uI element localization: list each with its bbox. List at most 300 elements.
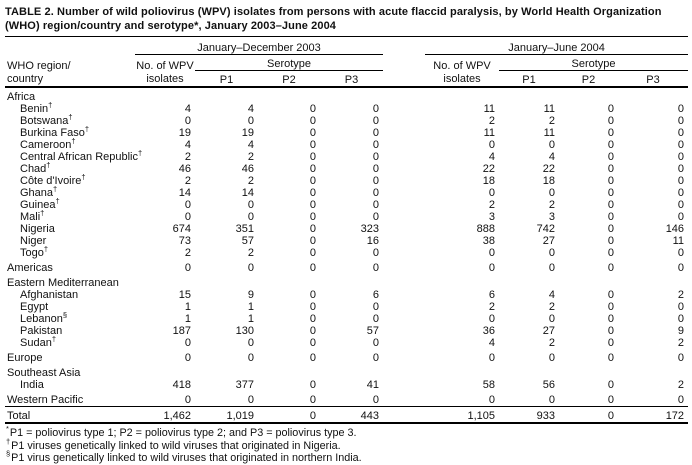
subheader-row xyxy=(5,55,688,71)
section-row xyxy=(5,391,688,407)
value-cell xyxy=(425,87,499,103)
isolates-header-2003-line1: No. of WPV xyxy=(136,60,194,72)
value-cell: 0 xyxy=(247,262,254,274)
value-cell: 11 xyxy=(483,103,496,115)
value-cell: 0 xyxy=(677,127,685,139)
country-row xyxy=(5,163,688,175)
value-cell: 4 xyxy=(488,337,496,349)
value-cell: 2 xyxy=(548,115,556,127)
column-gap xyxy=(383,247,425,259)
value-cell: 0 xyxy=(184,211,191,223)
table-header xyxy=(5,37,688,87)
row-label: Afghanistan xyxy=(20,289,79,301)
value-cell: 0 xyxy=(548,394,556,406)
footnote-marker: § xyxy=(62,310,67,320)
country-row xyxy=(5,247,688,259)
row-header-line2: country xyxy=(7,73,44,85)
section-row xyxy=(5,349,688,364)
section-row xyxy=(5,364,688,379)
column-gap xyxy=(383,235,425,247)
value-cell: 0 xyxy=(372,175,380,187)
value-cell: 41 xyxy=(366,379,380,391)
column-gap xyxy=(383,259,425,274)
value-cell: 0 xyxy=(309,199,316,211)
value-cell: 0 xyxy=(607,325,615,337)
value-cell xyxy=(618,274,688,289)
value-cell xyxy=(320,274,383,289)
value-cell: 0 xyxy=(184,352,191,364)
row-label: Central African Republic† xyxy=(20,148,143,163)
value-cell: 130 xyxy=(235,325,254,337)
value-cell: 2 xyxy=(548,199,556,211)
value-cell: 4 xyxy=(247,103,254,115)
value-cell: 2 xyxy=(184,151,191,163)
column-gap xyxy=(383,301,425,313)
value-cell: 46 xyxy=(178,163,191,175)
column-gap xyxy=(383,87,425,103)
country-row xyxy=(5,313,688,325)
value-cell: 36 xyxy=(482,325,496,337)
value-cell xyxy=(499,274,559,289)
value-cell xyxy=(320,364,383,379)
value-cell: 0 xyxy=(247,394,254,406)
country-row xyxy=(5,337,688,349)
value-cell: 0 xyxy=(309,313,316,325)
value-cell: 14 xyxy=(178,187,191,199)
value-cell: 0 xyxy=(372,394,380,406)
value-cell: 2 xyxy=(184,247,191,259)
value-cell: 57 xyxy=(241,235,254,247)
value-cell: 443 xyxy=(320,407,383,424)
value-cell: 18 xyxy=(482,175,496,187)
value-cell: 11 xyxy=(672,235,685,247)
value-cell: 0 xyxy=(677,139,685,151)
value-cell: 0 xyxy=(372,163,380,175)
value-cell xyxy=(425,274,499,289)
value-cell: 0 xyxy=(607,199,615,211)
value-cell: 0 xyxy=(677,211,685,223)
value-cell: 0 xyxy=(372,301,380,313)
row-label: Mali† xyxy=(20,208,45,223)
value-cell: 0 xyxy=(488,139,496,151)
value-cell: 56 xyxy=(542,379,556,391)
value-cell: 2 xyxy=(677,337,685,349)
value-cell: 1,462 xyxy=(135,407,195,424)
footnote-marker: † xyxy=(51,334,56,344)
wpv-isolates-table xyxy=(5,37,688,424)
country-row xyxy=(5,301,688,313)
value-cell xyxy=(135,274,195,289)
row-label: Benin† xyxy=(20,100,53,115)
row-label: Total xyxy=(5,407,135,424)
value-cell: 0 xyxy=(309,301,316,313)
value-cell: 0 xyxy=(247,115,254,127)
value-cell: 0 xyxy=(184,262,191,274)
p1-header-2003: P1 xyxy=(195,71,258,88)
value-cell: 6 xyxy=(372,289,380,301)
value-cell: 0 xyxy=(607,115,615,127)
value-cell: 0 xyxy=(607,139,615,151)
footnote-marker: † xyxy=(43,244,49,254)
column-gap xyxy=(383,223,425,235)
country-row xyxy=(5,223,688,235)
value-cell: 0 xyxy=(184,115,191,127)
value-cell: 16 xyxy=(366,235,380,247)
table-title: TABLE 2. Number of wild poliovirus (WPV) isolates from persons with acute flaccid paralysis, by World Health Organization (WHO) region/country and serotype*, January 2003–June 2004 xyxy=(5,5,688,37)
column-gap xyxy=(383,151,425,163)
value-cell: 0 xyxy=(309,223,316,235)
column-gap xyxy=(383,391,425,407)
value-cell: 0 xyxy=(309,187,316,199)
value-cell: 0 xyxy=(677,352,685,364)
value-cell: 0 xyxy=(677,199,685,211)
footnote-marker: † xyxy=(40,208,45,218)
footnote-marker: † xyxy=(55,196,60,206)
group-header-row xyxy=(5,37,688,55)
section-row xyxy=(5,87,688,103)
value-cell: 0 xyxy=(548,139,556,151)
value-cell: 0 xyxy=(309,103,316,115)
value-cell: 0 xyxy=(372,352,380,364)
value-cell xyxy=(618,364,688,379)
column-gap xyxy=(383,313,425,325)
value-cell: 27 xyxy=(542,235,556,247)
footnote: *P1 = poliovirus type 1; P2 = poliovirus type 2; and P3 = poliovirus type 3. xyxy=(6,424,357,439)
value-cell: 146 xyxy=(665,223,685,235)
value-cell: 0 xyxy=(372,211,380,223)
row-label: Niger xyxy=(20,235,47,247)
value-cell: 0 xyxy=(309,115,316,127)
footnote-marker: † xyxy=(84,124,89,134)
value-cell: 0 xyxy=(607,163,615,175)
value-cell: 1 xyxy=(184,313,191,325)
value-cell: 0 xyxy=(607,379,615,391)
row-label: Eastern Mediterranean xyxy=(7,277,119,289)
country-row xyxy=(5,235,688,247)
value-cell: 0 xyxy=(677,262,685,274)
footnote-marker: * xyxy=(6,424,9,434)
value-cell xyxy=(320,87,383,103)
value-cell: 1 xyxy=(184,301,191,313)
value-cell: 4 xyxy=(488,151,496,163)
value-cell: 0 xyxy=(184,394,191,406)
value-cell xyxy=(618,87,688,103)
column-gap xyxy=(383,127,425,139)
value-cell: 0 xyxy=(607,175,615,187)
column-gap xyxy=(383,274,425,289)
value-cell: 0 xyxy=(548,247,556,259)
country-row xyxy=(5,175,688,187)
column-gap xyxy=(383,175,425,187)
p3-header-2003: P3 xyxy=(320,71,383,88)
value-cell: 0 xyxy=(548,352,556,364)
value-cell: 11 xyxy=(543,127,556,139)
footnote-marker: § xyxy=(6,449,11,459)
column-gap xyxy=(383,199,425,211)
value-cell: 1 xyxy=(247,313,254,325)
value-cell xyxy=(559,274,618,289)
value-cell: 0 xyxy=(607,247,615,259)
value-cell: 2 xyxy=(184,175,191,187)
value-cell: 27 xyxy=(542,325,556,337)
value-cell: 0 xyxy=(372,199,380,211)
value-cell: 0 xyxy=(309,379,316,391)
column-gap xyxy=(383,103,425,115)
footnotes xyxy=(5,424,688,465)
value-cell: 0 xyxy=(607,151,615,163)
footnote-marker: † xyxy=(46,160,51,170)
country-row xyxy=(5,187,688,199)
value-cell: 172 xyxy=(618,407,688,424)
value-cell: 0 xyxy=(677,175,685,187)
value-cell: 0 xyxy=(607,235,615,247)
isolates-header-2003 xyxy=(135,55,195,88)
value-cell: 377 xyxy=(235,379,254,391)
value-cell: 0 xyxy=(607,394,615,406)
country-row xyxy=(5,379,688,391)
value-cell: 888 xyxy=(476,223,496,235)
value-cell: 0 xyxy=(488,262,496,274)
value-cell: 22 xyxy=(542,163,556,175)
value-cell: 2 xyxy=(488,115,496,127)
value-cell: 22 xyxy=(482,163,496,175)
value-cell: 0 xyxy=(677,163,685,175)
row-label: Cameroon† xyxy=(20,136,76,151)
value-cell xyxy=(195,364,258,379)
country-row xyxy=(5,199,688,211)
value-cell: 187 xyxy=(172,325,191,337)
value-cell: 2 xyxy=(247,175,254,187)
value-cell xyxy=(559,364,618,379)
p2-header-2004: P2 xyxy=(559,71,618,88)
value-cell: 2 xyxy=(247,151,254,163)
value-cell: 0 xyxy=(372,313,380,325)
column-gap xyxy=(383,289,425,301)
column-gap xyxy=(383,349,425,364)
country-row xyxy=(5,289,688,301)
row-label: Nigeria xyxy=(20,223,55,235)
country-row xyxy=(5,139,688,151)
value-cell: 0 xyxy=(548,313,556,325)
value-cell: 9 xyxy=(677,325,685,337)
row-label: Africa xyxy=(7,91,36,103)
column-gap xyxy=(383,407,425,424)
value-cell: 0 xyxy=(309,235,316,247)
country-row xyxy=(5,151,688,163)
footnote-marker: † xyxy=(53,184,58,194)
value-cell: 0 xyxy=(184,337,191,349)
value-cell: 46 xyxy=(241,163,254,175)
value-cell xyxy=(499,87,559,103)
value-cell: 3 xyxy=(488,211,496,223)
footnote-marker: † xyxy=(68,112,73,122)
row-label: Togo† xyxy=(20,244,49,259)
value-cell: 0 xyxy=(309,352,316,364)
value-cell: 2 xyxy=(677,289,685,301)
value-cell: 6 xyxy=(488,289,496,301)
country-row xyxy=(5,127,688,139)
footnote-marker: † xyxy=(71,136,76,146)
value-cell: 4 xyxy=(548,289,556,301)
value-cell: 11 xyxy=(543,103,556,115)
isolates-header-2004 xyxy=(425,55,499,88)
value-cell: 57 xyxy=(366,325,380,337)
value-cell: 0 xyxy=(607,187,615,199)
row-label: Western Pacific xyxy=(7,394,84,406)
value-cell: 0 xyxy=(677,187,685,199)
total-row xyxy=(5,407,688,424)
value-cell: 0 xyxy=(548,262,556,274)
row-header xyxy=(5,55,135,88)
value-cell: 2 xyxy=(548,301,556,313)
value-cell: 0 xyxy=(247,199,254,211)
p3-header-2004: P3 xyxy=(618,71,688,88)
value-cell: 933 xyxy=(499,407,559,424)
value-cell: 38 xyxy=(482,235,496,247)
value-cell xyxy=(559,87,618,103)
value-cell: 18 xyxy=(542,175,556,187)
section-row xyxy=(5,274,688,289)
group-label-2004: January–June 2004 xyxy=(425,37,688,55)
serotype-header-2004: Serotype xyxy=(499,55,688,71)
value-cell: 0 xyxy=(309,139,316,151)
row-label: Guinea† xyxy=(20,196,60,211)
value-cell xyxy=(195,87,258,103)
value-cell: 9 xyxy=(247,289,254,301)
value-cell: 0 xyxy=(607,211,615,223)
value-cell: 0 xyxy=(372,337,380,349)
value-cell: 0 xyxy=(372,127,380,139)
row-label: India xyxy=(20,379,44,391)
value-cell: 0 xyxy=(559,407,618,424)
row-label: Southeast Asia xyxy=(7,367,81,379)
value-cell: 2 xyxy=(247,247,254,259)
value-cell: 0 xyxy=(607,103,615,115)
value-cell: 0 xyxy=(309,337,316,349)
value-cell: 0 xyxy=(309,325,316,337)
isolates-header-2003-line2: isolates xyxy=(146,73,184,85)
value-cell xyxy=(195,274,258,289)
country-row xyxy=(5,211,688,223)
group-gap xyxy=(383,55,425,88)
value-cell: 73 xyxy=(178,235,191,247)
row-label: Lebanon§ xyxy=(20,310,67,325)
footnote-marker: † xyxy=(6,436,11,446)
value-cell: 0 xyxy=(607,352,615,364)
value-cell: 0 xyxy=(607,127,615,139)
value-cell: 0 xyxy=(488,247,496,259)
column-gap xyxy=(383,163,425,175)
value-cell: 0 xyxy=(372,151,380,163)
value-cell: 0 xyxy=(488,394,496,406)
value-cell: 2 xyxy=(677,379,685,391)
row-label: Egypt xyxy=(20,301,49,313)
country-row xyxy=(5,103,688,115)
value-cell: 0 xyxy=(309,262,316,274)
column-gap xyxy=(383,115,425,127)
value-cell: 0 xyxy=(372,247,380,259)
row-label: Chad† xyxy=(20,160,51,175)
row-label: Côte d'Ivoire† xyxy=(20,172,86,187)
footnote: §P1 virus genetically linked to wild viruses that originated in northern India. xyxy=(6,449,362,464)
value-cell: 323 xyxy=(360,223,380,235)
value-cell: 11 xyxy=(483,127,496,139)
value-cell: 4 xyxy=(247,139,254,151)
value-cell: 3 xyxy=(548,211,556,223)
footnote-marker: † xyxy=(48,100,53,110)
value-cell: 15 xyxy=(178,289,191,301)
column-gap xyxy=(383,337,425,349)
value-cell: 351 xyxy=(235,223,254,235)
row-label: Ghana† xyxy=(20,184,58,199)
row-label: Botswana† xyxy=(20,112,73,127)
column-gap xyxy=(383,364,425,379)
value-cell: 0 xyxy=(677,115,685,127)
group-gap xyxy=(383,37,425,55)
value-cell: 0 xyxy=(607,262,615,274)
isolates-header-2004-line2: isolates xyxy=(443,73,481,85)
footnote-marker: † xyxy=(138,148,143,158)
value-cell: 19 xyxy=(178,127,191,139)
value-cell: 4 xyxy=(184,139,191,151)
column-gap xyxy=(383,325,425,337)
p2-header-2003: P2 xyxy=(258,71,320,88)
value-cell: 4 xyxy=(184,103,191,115)
value-cell: 0 xyxy=(372,139,380,151)
p1-header-2004: P1 xyxy=(499,71,559,88)
value-cell xyxy=(499,364,559,379)
value-cell: 1,019 xyxy=(195,407,258,424)
value-cell xyxy=(425,364,499,379)
value-cell: 418 xyxy=(172,379,191,391)
value-cell: 0 xyxy=(309,247,316,259)
value-cell: 0 xyxy=(372,187,380,199)
value-cell xyxy=(135,87,195,103)
value-cell: 0 xyxy=(247,337,254,349)
country-row xyxy=(5,325,688,337)
value-cell: 0 xyxy=(372,115,380,127)
value-cell: 0 xyxy=(607,337,615,349)
value-cell: 0 xyxy=(677,247,685,259)
value-cell: 0 xyxy=(184,199,191,211)
value-cell: 0 xyxy=(677,313,685,325)
value-cell: 0 xyxy=(309,151,316,163)
group-label-2003: January–December 2003 xyxy=(135,37,383,55)
value-cell: 0 xyxy=(607,289,615,301)
value-cell: 0 xyxy=(247,352,254,364)
value-cell: 674 xyxy=(172,223,191,235)
column-gap xyxy=(383,211,425,223)
value-cell: 0 xyxy=(677,394,685,406)
row-label: Sudan† xyxy=(20,334,56,349)
value-cell: 0 xyxy=(607,313,615,325)
value-cell: 2 xyxy=(548,337,556,349)
value-cell: 0 xyxy=(309,163,316,175)
value-cell: 0 xyxy=(548,187,556,199)
column-gap xyxy=(383,379,425,391)
row-label: Americas xyxy=(7,262,53,274)
footnote-marker: † xyxy=(81,172,86,182)
value-cell: 0 xyxy=(309,127,316,139)
value-cell: 2 xyxy=(488,301,496,313)
row-label: Pakistan xyxy=(20,325,63,337)
value-cell: 0 xyxy=(309,289,316,301)
value-cell: 0 xyxy=(677,103,685,115)
value-cell: 1,105 xyxy=(425,407,499,424)
isolates-header-2004-line1: No. of WPV xyxy=(433,60,491,72)
value-cell: 0 xyxy=(309,175,316,187)
value-cell: 0 xyxy=(372,103,380,115)
